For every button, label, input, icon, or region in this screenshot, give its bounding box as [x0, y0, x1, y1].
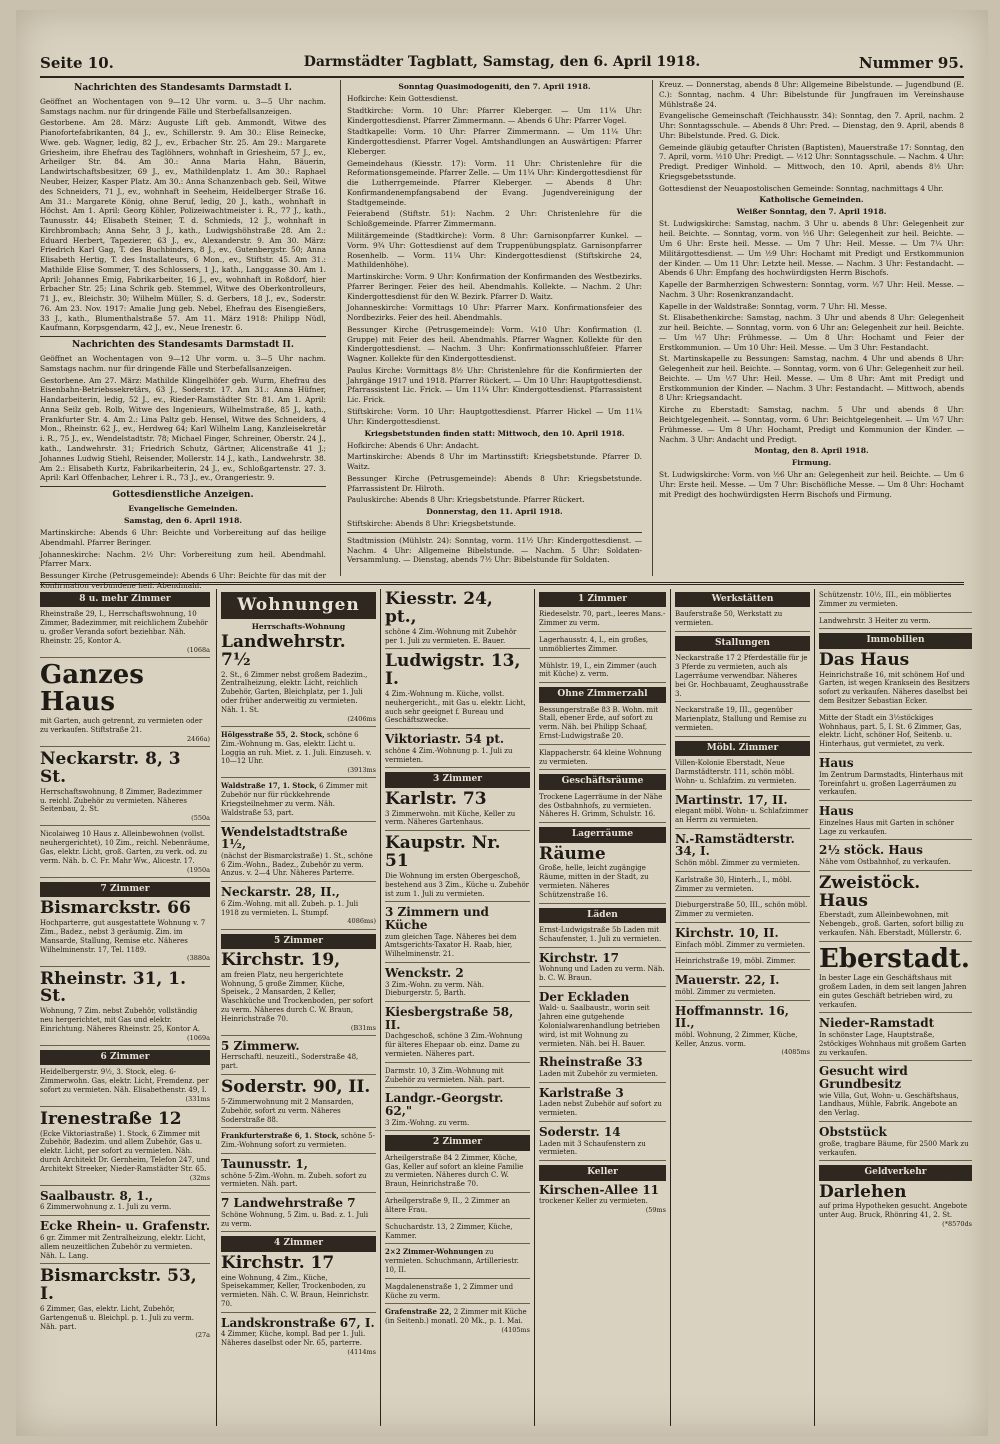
ad: Karlstraße 30, Hinterh., I., möbl. Zimmer zu vermieten. — [675, 876, 810, 898]
ad: Rheinstr. 31, 1. St. Wohnung, 7 Zim. nebst Zubehör, vollständig neu hergerichtet, mit Gas und elektr. Einrichtung. Näheres Rheinstr. 25, Kontor A. (1069a — [40, 971, 210, 1046]
ad: Martinstr. 17, II. elegant möbl. Wohn- u. Schlafzimmer an Herrn zu vermieten. — [675, 794, 810, 829]
ad: Gesucht wird Grundbesitz wie Villa, Gut, Wohn- u. Geschäftshaus, Landhaus, Mühle, Fabrik. Angebote an den Verlag. — [819, 1065, 972, 1122]
ad: Der Eckladen Wald- u. Saalbaustr., worin seit Jahren eine gutgehende Kolonialwarenhandlung betrieben wird, ist mit Wohnung zu vermieten. Näh. bei H. Bauer. — [539, 991, 666, 1053]
ad: 3 Zimmern und Küche zum gleichen Tage. Näheres bei dem Amtsgerichts-Taxator H. Raab, hier, Wilhelminenstr. 21. — [385, 906, 530, 963]
ad: Eberstadt. In bester Lage ein Geschäftshaus mit großem Laden, in dem seit langen Jahren ein gutes Geschäft betrieben wird, zu verkaufen. — [819, 946, 972, 1014]
ad: Ludwigstr. 13, I. 4 Zim.-Wohnung m. Küche, vollst. neuhergericht., mit Gas u. elektr. Licht, auch sehr geeignet f. Bureau und Geschäftszwecke. — [385, 653, 530, 729]
paragraph: Stadtkapelle: Vorm. 10 Uhr: Pfarrer Zimmermann. — Um 11¼ Uhr: Kindergottesdienst. Pfarrer Vogel. Amtshandlungen an Auswärtigen: Pfarrer Kleberger. — [347, 127, 642, 156]
paragraph: Johanneskirche: Nachm. 2½ Uhr: Vorbereitung zum heil. Abendmahl. Pfarrer Marx. — [40, 549, 326, 569]
ad: Wenckstr. 2 3 Zim.-Wohn. zu verm. Näh. Dieburgerstr. 5, Barth. — [385, 967, 530, 1002]
paragraph: Bessunger Kirche (Petrusgemeinde): Abends 8 Uhr: Kriegsbetstunde. Pfarrassistent Dr. Hilroth. — [347, 473, 642, 493]
ad: Landskronstraße 67, I. 4 Zimmer, Küche, kompl. Bad per 1. Juli. Näheres daselbst oder Nr. 65, parterre. (4114ms — [221, 1315, 376, 1357]
ad: Hoffmannstr. 16, II., möbl. Wohnung, 2 Zimmer, Küche, Keller, Anzus. vorm. (4085ms — [675, 1003, 810, 1057]
ad: Viktoriastr. 54 pt. schöne 4 Zim.-Wohnung p. 1. Juli zu vermieten. — [385, 733, 530, 768]
ad: Landwehrstr. 3 Heiter zu verm. — [819, 617, 972, 630]
ad: Kirchstr. 17 eine Wohnung, 4 Zim., Küche, Speisekammer, Keller, Trockenboden, zu vermieten. Näh. C. W. Braun, Heinrichstr. 70. — [221, 1255, 376, 1313]
section-subtitle: Samstag, den 6. April 1918. — [123, 515, 242, 525]
ad: Ecke Rhein- u. Grafenstr. 6 gr. Zimmer mit Zentralheizung, elektr. Licht, allem neuzeitlichen Zubehör zu vermieten. Näh. L. Lang. — [40, 1220, 210, 1264]
ad: Mitte der Stadt ein 3½stöckiges Wohnhaus, part. 5, I. St. 6 Zimmer, Gas, elektr. Licht, schöner Hof, Seitenb. u. Hinterhaus, gut vermietet, zu verk. — [819, 714, 972, 753]
paragraph: Gottesdienst der Neuapostolischen Gemeinde: Sonntag, nachmittags 4 Uhr. — [659, 183, 944, 193]
ad: Neckarstr. 28, II., 6 Zim.-Wohng. mit all. Zubeh. p. 1. Juli 1918 zu vermieten. L. Stumpf. 4086ms) — [221, 886, 376, 929]
ad: Obststück große, tragbare Bäume, für 2500 Mark zu verkaufen. — [819, 1126, 972, 1161]
ad: Haus Einzelnes Haus mit Garten in schöner Lage zu verkaufen. — [819, 805, 972, 840]
ads-column-1 — [40, 589, 210, 1426]
ad: Kirchstr. 17 Wohnung und Laden zu verm. Näh. b. C. W. Braun. — [539, 952, 666, 987]
paragraph: St. Ludwigskirche: Samstag, nachm. 3 Uhr u. abends 8 Uhr: Gelegenheit zur heil. Beichte. — Sonntag, vorm. von ½6 Uhr: Gelegenheit zur heil. Beichte. — Um 6 Uhr: Erste heil. Messe. — Um 7 Uhr: Heil. Messe. — Um 7¼ Uhr: Militärgottesdienst. — Um ½9 Uhr: Hochamt mit Predigt und Erstkommunion der Kinder. — Um 11 Uhr: Letzte heil. Messe. — Nachm. 3 Uhr: Festandacht. — Abends 6 Uhr: Empfang des hochwürdigsten Herrn Bischofs. — [659, 219, 964, 278]
ad: Soderstr. 14 Laden mit 3 Schaufenstern zu vermieten. — [539, 1126, 666, 1161]
paragraph: Geöffnet an Wochentagen von 9—12 Uhr vorm. u. 3—5 Uhr nachm. Samstags nachm. nur für dringende Fälle und Sterbefallsanzeigen. — [40, 354, 326, 373]
ad: Zweistöck. Haus Eberstadt, zum Alleinbewohnen, mit Nebengeb., groß. Garten, sofort billig zu verkaufen. Näh. Eberstadt, Müllerstr. 6. — [819, 875, 972, 942]
paragraph: Stadtkirche: Vorm. 10 Uhr: Pfarrer Kleberger. — Um 11¼ Uhr: Kindergottesdienst. Pfarrer Zimmermann. — Abends 6 Uhr: Pfarrer Vogel. — [347, 105, 642, 125]
paragraph: Bessunger Kirche (Petrusgemeinde): Abends 6 Uhr: Beichte für das mit der Konfirmation verbundene heil. Abendmahl. — [40, 571, 326, 590]
ad: Irenestraße 12 (Ecke Viktoriastraße) 1. Stock, 6 Zimmer mit Zubehör, Badezim. und allem Zubehör, Gas u. elektr. Licht, per sofort zu vermieten. Näh. durch Architekt Dr. Gernheim, Telefon 247, und Architekt Streeker, Nieder-Ramstädter Str. 65. (32ms — [40, 1111, 210, 1186]
paragraph: Geöffnet an Wochentagen von 9—12 Uhr vorm. u. 3—5 Uhr nachm. Samstags nachm. nur für dringende Fälle und Sterbefallsanzeigen. — [40, 96, 326, 116]
category-bar: Möbl. Zimmer — [675, 741, 810, 756]
ad: Karlstr. 73 3 Zimmerwohn. mit Küche, Keller zu verm. Näheres Gartenhaus. — [385, 791, 530, 831]
ad: Neckarstraße 19, III., gegenüber Marienplatz, Stallung und Remise zu vermieten. — [675, 706, 810, 736]
ad: Kiesstr. 24, pt., schöne 4 Zim.-Wohnung mit Zubehör per 1. Juli zu vermieten. E. Bauer. — [385, 591, 530, 649]
ad: Bessungerstraße 83 B. Wohn. mit Stall, ebener Erde, auf sofort zu verm. Näh. bei Philipp Schaaf, Ernst-Ludwigstraße 20. — [539, 706, 666, 745]
page-number: Seite 10. — [40, 54, 114, 72]
ads-column-6 — [814, 589, 972, 1426]
ad: Arheilgerstraße 84 2 Zimmer, Küche, Gas, Keller auf sofort an kleine Familie zu vermieten. Näheres durch C. W. Braun, Heinrichstraße 70. — [385, 1154, 530, 1193]
paragraph: St. Elisabethenkirche: Samstag, nachm. 3 Uhr und abends 8 Uhr: Gelegenheit zur heil. Beichte. — Sonntag, vorm. von 6 Uhr an: Gelegenheit zur heil. Beichte. — Um ½7 Uhr: Frühmesse. — Um 8 Uhr: Hochamt und Feier der Erstkommunion. — Um 10 Uhr: Heil. Messe. — Um 3 Uhr: Festandacht. — [659, 313, 964, 352]
paragraph: Kapelle in der Waldstraße: Sonntag, vorm. 7 Uhr: Hl. Messe. — [659, 301, 888, 311]
ad: Taunusstr. 1, schöne 5-Zim.-Wohn. m. Zubeh. sofort zu vermieten. Näh. part. — [221, 1158, 376, 1193]
ad: Das Haus Heinrichstraße 16, mit schönem Hof und Garten, ist wegen Kranksein des Besitzers sofort zu verkaufen. Näheres daselbst bei dem Besitzer Sebastian Ecker. — [819, 652, 972, 710]
ad: Rheinstraße 33 Laden mit Zubehör zu vermieten. — [539, 1056, 666, 1082]
category-bar: 4 Zimmer — [221, 1236, 376, 1251]
category-bar: 5 Zimmer — [221, 934, 376, 949]
ad: Trockene Lagerräume in der Nähe des Ostbahnhofs, zu vermieten. Näheres H. Grimm, Schulstr. 16. — [539, 793, 666, 823]
ad: Dieburgerstraße 50, III., schön möbl. Zimmer zu vermieten. — [675, 901, 810, 923]
ad: Kiesbergstraße 58, II. Dachgeschoß, schöne 3 Zim.-Wohnung für älteres Ehepaar ob. einz. Dame zu vermieten. Näheres part. — [385, 1006, 530, 1063]
ad: Schuchardstr. 13, 2 Zimmer, Küche, Kammer. — [385, 1223, 530, 1245]
ad: Nicolaiweg 10 Haus z. Alleinbewohnen (vollst. neuhergerichtet), 10 Zim., reichl. Nebenräume, Gas, elektr. Licht, groß. Garten, zu verk. od. zu verm. Näh. b. C. Fr. Mahr Ww., Alicestr. 17. (1950a — [40, 830, 210, 877]
paragraph: Johanneskirche: Vormittags 10 Uhr: Pfarrer Marx. Konfirmationsfeier des Nordbezirks. Feier des heil. Abendmahls. — [347, 303, 642, 323]
paragraph: Martinskirche: Abends 6 Uhr: Beichte und Vorbereitung auf das heilige Abendmahl. Pfarrer Beringer. — [40, 527, 326, 547]
notices-section — [40, 80, 964, 590]
section-subtitle: Weißer Sonntag, den 7. April 1918. — [736, 207, 887, 217]
paragraph: Stadtmission (Mühlstr. 24): Sonntag, vorm. 11½ Uhr: Kindergottesdienst. — Nachm. 4 Uhr: Allgemeine Bibelstunde. — Nachm. 5 Uhr: Soldaten-Versammlung. — Dienstag, abends 7½ Uhr: Bibelstunde für Soldaten. — [347, 535, 642, 565]
ad: Bauferstraße 50, Werkstatt zu vermieten. — [675, 610, 810, 632]
ad: 2½ stöck. Haus Nähe vom Ostbahnhof, zu verkaufen. — [819, 844, 972, 870]
paragraph: Militärgemeinde (Stadtkirche): Vorm. 8 Uhr: Garnisonpfarrer Kunkel. — Vorm. 9¾ Uhr: Gottesdienst auf dem Truppenübungsplatz. Garnisonpfarrer Rosenhelb. — Vorm. 11¼ Uhr: Kindergottesdienst (Stiftskirche 24, Mathildenhöhe). — [347, 230, 642, 270]
ad: Grafenstraße 22, 2 Zimmer mit Küche (in Seitenb.) monatl. 20 Mk., p. 1. Mai. (4105ms — [385, 1307, 530, 1334]
ad: Kirschen-Allee 11 trockener Keller zu vermieten. (59ms — [539, 1182, 666, 1214]
ad: Heinrichstraße 19, möbl. Zimmer. — [675, 957, 810, 970]
newspaper-page — [16, 10, 988, 1436]
paragraph: Kreuz. — Donnerstag, abends 8 Uhr: Allgemeine Bibelstunde. — Jugendbund (E. C.): Sonntag, nachm. 4 Uhr: Bibelstunde für Jungfrauen im Vereinshause Mühlstraße 24. — [659, 80, 964, 109]
ad: Herrschafts-Wohnung Landwehrstr. 7½ 2. St., 6 Zimmer nebst großem Badezim., Zentralheizung, elektr. Licht, reichlich Zubehör, Garten, Bleichplatz, per 1. Juli oder früher anderweitig zu vermieten. Näh. 1. St. (2406ms — [221, 622, 376, 727]
ad: Darmstr. 10, 3 Zim.-Wohnung mit Zubehör zu vermieten. Näh. part. — [385, 1067, 530, 1089]
category-bar: 8 u. mehr Zimmer — [40, 592, 210, 607]
paragraph: Evangelische Gemeinschaft (Teichhausstr. 34): Sonntag, den 7. April, nachm. 2 Uhr: Sonntagsschule. — Abends 8 Uhr: Pred. — Dienstag, den 9. April, abends 8 Uhr: Bibelstunde. Pred. G. Dick. — [659, 111, 964, 140]
category-bar: Keller — [539, 1165, 666, 1180]
category-bar: Immobilien — [819, 633, 972, 648]
ad: Rheinstraße 29, I., Herrschaftswohnung, 10 Zimmer, Badezimmer, mit reichlichem Zubehör u. großer Veranda sofort beziehbar. Näh. Rheinstr. 25, Kontor A. (1068a — [40, 610, 210, 657]
ads-column-4 — [534, 589, 666, 1426]
column-civil-registry — [40, 80, 326, 590]
category-bar: Stallungen — [675, 636, 810, 651]
paragraph: St. Ludwigskirche: Vorm. von ½6 Uhr an: Gelegenheit zur heil. Beichte. — Um 6 Uhr: Erste heil. Messe. — Um 7 Uhr: Bischöfliche Messe. — Um 8 Uhr: Hochamt mit Predigt des hochwürdigsten Herrn Bischofs und Firmung. — [659, 470, 964, 499]
paragraph: Hofkirche: Abends 6 Uhr: Andacht. — [347, 440, 480, 450]
paragraph: Paulus Kirche: Vormittags 8½ Uhr: Christenlehre für die Konfirmierten der Jahrgänge 1917 und 1918. Pfarrer Rückert. — Um 10 Uhr: Hauptgottesdienst. Pfarrassistent Lic. Frick. — Um 11¼ Uhr: Kindergottesdienst. Pfarrassistent Lic. Frick. — [347, 365, 642, 405]
ad: Räume Große, helle, leicht zugängige Räume, mitten in der Stadt, zu vermieten. Näheres Schützenstraße 16. — [539, 846, 666, 904]
section-title: Nachrichten des Standesamts Darmstadt I. — [74, 83, 292, 93]
section-subtitle: Donnerstag, den 11. April 1918. — [426, 507, 563, 517]
ad: Neckarstraße 17 2 Pferdeställe für je 3 Pferde zu vermieten, auch als Lagerräume verwendbar. Näheres bei Gr. Hochbauamt, Zeughausstraße 3. — [675, 654, 810, 702]
ad: Soderstr. 90, II. 5-Zimmerwohnung mit 2 Mansarden, Zubehör, sofort zu verm. Näheres Soderstraße 88. — [221, 1079, 376, 1128]
category-bar: Werkstätten — [675, 592, 810, 607]
classified-ads — [40, 582, 972, 1426]
paragraph: Stiftskirche: Vorm. 10 Uhr: Hauptgottesdienst. Pfarrer Hickel — Um 11¼ Uhr: Kindergottesdienst. — [347, 406, 642, 426]
ad: Karlstraße 3 Laden nebst Zubehör auf sofort zu vermieten. — [539, 1087, 666, 1122]
paragraph: Kirche zu Eberstadt: Samstag, nachm. 5 Uhr und abends 8 Uhr: Beichtgelegenheit. — Sonntag, vorm. 6 Uhr: Beichtgelegenheit. — Um ½7 Uhr: Frühmesse. — Um 8 Uhr: Hochamt, Predigt und Kommunion der Kinder. — Nachm. 3 Uhr: Andacht und Predigt. — [659, 405, 964, 444]
ad: Wendelstadtstraße 1½, (nächst der Bismarckstraße) 1. St., schöne 6 Zim.-Wohn., Badez., Zubehör zu verm. Anzus. v. 2—4 Uhr. Näheres Parterre. — [221, 826, 376, 883]
paragraph: Gestorbene. Am 28. März: Auguste Lift geb. Ammondt, Witwe des Pianofortefabrikanten, 84 J., ev., Schillerstr. 9. Am 30.: Elise Reinecke, Wwe. geb. Wagner, ledig, 82 J., ev., Erbacher Str. 25. Am 29.: Margarete Griesheim, ihre Ehefrau des Taglöhners, wohnhaft in Griesheim, 57 J., ev., Arheilger Str. 84. Am 30.: Anna Maria Hahn, Bäuerin, Landwirtschaftsbesitzer, 69 J., ev., Mathildenplatz 1. Am 30.: Raphael Neuber, Heizer, Kasper Platz. Am 30.: Anna Schanzenbach geb. Seil, Witwe des Schneiders, 71 J., ev., wohnhaft in Seeheim, Heidelberger Straße 16. Am 31.: Margarete König, ohne Beruf, ledig, 20 J., kath., wohnhaft in Höchst. Am 1. April: Georg Köhler, Polizeiwachtmeister i. R., 77 J., kath., Taunusstr. 44; Elisabeth Steiner, T. d. Schmieds, 12 J., wohnhaft in Kirchbrombach; Anna Sehr, 3 J., kath., Ludwigshöhstraße 28. Am 2.: Eduard Herbert, Tapezierer, 63 J., ev., Alexanderstr. 9. Am 30. März: Friedrich Karl Gag, T. des Buchbinders, 8 J., ev., Gutenbergstr. 50; Anna Elisabeth Hertig, T. des Installateurs, 6 Mon., ev., Stiftstr. 45. Am 31.: Mathilde Elise Sommer, T. des Schlossers, 1 J., kath., Langgasse 30. Am 1. April: Johannes Emig, Fabrikarbeiter, 16 J., ev., wohnhaft in Roßdorf, hier Erbacher Str. 25; Lina Schrik geb. Stemmel, Witwe des Oberkontrolleurs, 71 J., ev., Bleichstr. 30; Wilhelm Müller, S. d. Gerbers, 18 J., ev., Soderstr. 76. Am 23. Nov. 1917: Amalie Jung geb. Nebel, Ehefrau des Eisengießers, 33 J., kath., Blumenthalstraße 57. Am 11. März 1918: Philipp Nüdl, Kaufmann, Korpsgendarm, 42 J., ev., Neue Irenestr. 6. — [40, 118, 326, 333]
issue-number: Nummer 95. — [858, 54, 964, 72]
paragraph: Martinskirche: Abends 8 Uhr im Martinsstift: Kriegsbetstunde. Pfarrer D. Waitz. — [347, 452, 642, 472]
ad: Ernst-Ludwigstraße 5b Laden mit Schaufenster, 1. Juli zu vermieten. — [539, 926, 666, 948]
paragraph: Feierabend (Stiftstr. 51): Nachm. 2 Uhr: Christenlehre für die Schloßgemeinde. Pfarrer Zimmermann. — [347, 209, 642, 229]
paragraph: Gestorbene. Am 27. März: Mathilde Klingelhöfer geb. Wurm, Ehefrau des Eisenbahn-Betriebssekretärs, 63 J., Soderstr. 17. Am 31.: Anna Hüfner, Handarbeiterin, ledig, 52 J., ev., Rieder-Ramstädter Str. 81. Am 1. April: Anna Seilz geb. Rolb, Witwe des Ingenieurs, Wilhelmstraße, 85 J., kath., Frankfurter Str. 4. Am 2.: Lina Paltz geb. Hensel, Witwe des Schneiders, 4 Mon., Rheinstr. 62 J., ev., Herdweg 64; Karl Wilhelm Lang, Kanzleisekretär i. R., 75 J., ev., Wendelstadtstr. 78; Michael Finger, Schreiner, Oberstr. 24 J., kath., Landwehrstr. 31; Friedrich Schutz, Gärtner, Alicenstraße 41 J.; Johannes Ludwig Stiehl, Reisender, Mollerstr. 14 J., kath., Landwehrstr. 38. Am 2.: Elisabeth Kurtz, Fabrikarbeiterin, 24 J., ev., Schloßgartenstr. 27. 3. April: Karl Offenbacher, Lehrer i. R., 73 J., ev., Orangeriestr. 9. — [40, 375, 326, 483]
ad: Mühlstr. 19, I., ein Zimmer (auch mit Küche) z. verm. — [539, 662, 666, 684]
ads-column-5 — [670, 589, 810, 1426]
ad: Arheilgerstraße 9, II., 2 Zimmer an ältere Frau. — [385, 1197, 530, 1219]
ad: Kaupstr. Nr. 51 Die Wohnung im ersten Obergeschoß, bestehend aus 3 Zim., Küche u. Zubehör ist zum 1. Juli zu vermieten. — [385, 835, 530, 902]
paragraph: Gemeinde gläubig getaufter Christen (Baptisten), Mauerstraße 17: Sonntag, den 7. April, vorm. ½10 Uhr: Predigt. — ½12 Uhr: Sonntagsschule. — Nachm. 4 Uhr: Predigt. Prediger Winhold. — Mittwoch, den 10. April, abends 8½ Uhr: Kriegsgebetsstunde. — [659, 142, 964, 181]
category-bar: 6 Zimmer — [40, 1050, 210, 1065]
ad: Saalbaustr. 8, 1., 6 Zimmerwohnung z. 1. Juli zu verm. — [40, 1190, 210, 1216]
ad: Riedeselstr. 70, part., leeres Mans.-Zimmer zu verm. — [539, 610, 666, 632]
category-bar: 7 Zimmer — [40, 882, 210, 897]
paragraph: Gemeindehaus (Kiesstr. 17): Vorm. 11 Uhr: Christenlehre für die Reformationsgemeinde. Pfarrer Zelle. — Um 11¼ Uhr: Kindergottesdienst für die Lutherrgemeinde. Pfarrer Kleberger. — Abends 8 Uhr: Konfirmandenempfangsabend der Evang. Jugendvereinigung der Stadtgemeinde. — [347, 158, 642, 207]
section-subtitle: Montag, den 8. April 1918. — [754, 446, 869, 456]
paragraph: Martinskirche: Vorm. 9 Uhr: Konfirmation der Konfirmanden des Westbezirks. Pfarrer Beringer. Feier des heil. Abendmahls. Kollekte. — Nachm. 2 Uhr: Kindergottesdienst für den W. Bezirk. Pfarrer D. Waitz. — [347, 272, 642, 301]
ad: Kirchstr. 19, am freien Platz, neu hergerichtete Wohnung, 5 große Zimmer, Küche, Speisek., 2 Mansarden, 2 Keller, Waschküche und Trockenboden, per sofort zu verm. Näheres durch C. W. Braun, Heinrichstraße 70. (B31ms — [221, 952, 376, 1036]
ad: Ganzes Haus mit Garten, auch getrennt, zu vermieten oder zu verkaufen. Stiftstraße 21. 2466a) — [40, 662, 210, 747]
ad: Schützenstr. 10½, III., ein möbliertes Zimmer zu vermieten. — [819, 591, 972, 613]
ad: Landgr.-Georgstr. 62," 3 Zim.-Wohng. zu verm. — [385, 1092, 530, 1131]
divider — [347, 532, 642, 533]
ad: Villen-Kolonie Eberstadt, Neue Darmstädterstr. 111, schön möbl. Wohn- u. Schlafzim. zu vermieten. — [675, 759, 810, 789]
section-subtitle: Katholische Gemeinden. — [759, 195, 864, 205]
divider — [40, 336, 326, 337]
ad: Kirchstr. 10, II. Einfach möbl. Zimmer zu vermieten. — [675, 927, 810, 953]
category-bar: Geschäftsräume — [539, 774, 666, 789]
category-bar: Wohnungen — [221, 592, 376, 619]
section-subtitle: Kriegsbetstunden finden statt: Mittwoch, den 10. April 1918. — [364, 428, 625, 438]
category-bar: 2 Zimmer — [385, 1135, 530, 1150]
ad: Klappacherstr. 64 kleine Wohnung zu vermieten. — [539, 749, 666, 771]
section-subtitle: Firmung. — [791, 458, 832, 468]
ad: Neckarstr. 8, 3 St. Herrschaftswohnung, 8 Zimmer, Badezimmer u. reichl. Zubehör zu vermieten. Näheres Seitenbau, 2. St. (550a — [40, 751, 210, 826]
ad: Magdalenenstraße 1, 2 Zimmer und Küche zu verm. — [385, 1283, 530, 1305]
column-services — [340, 80, 642, 576]
paragraph: Bessunger Kirche (Petrusgemeinde): Vorm. ¼10 Uhr: Konfirmation (I. Gruppe) mit Feier des heil. Abendmahls. Pfarrer Wagner. Kollekte für den Kindergottesdienst. — Nachm. 3 Uhr: Konfirmationsschlußfeier. Pfarrer Wagner. Kollekte für den Kindergottesdienst. — [347, 324, 642, 364]
ad: Lagerhausstr. 4, I., ein großes, unmöbliertes Zimmer. — [539, 636, 666, 658]
section-title: Gottesdienstliche Anzeigen. — [112, 490, 254, 501]
page-header — [40, 46, 964, 78]
ads-column-2 — [216, 589, 376, 1426]
column-catholic — [652, 80, 964, 576]
category-bar: Läden — [539, 908, 666, 923]
masthead: Darmstädter Tagblatt, Samstag, den 6. April 1918. — [303, 54, 701, 70]
paragraph: St. Martinskapelle zu Bessungen: Samstag, nachm. 4 Uhr und abends 8 Uhr: Gelegenheit zur heil. Beichte. — Sonntag, vorm. von 6 Uhr: Gelegenheit zur heil. Beichte. — Um ½7 Uhr: Heil. Messe. — Um 8 Uhr: Amt mit Predigt und Erstkommunion der Kinder. — Nachm. 3 Uhr: Festandacht. — Mittwoch, abends 8 Uhr: Kriegsandacht. — [659, 354, 964, 403]
category-bar: Ohne Zimmerzahl — [539, 687, 666, 702]
ad: Haus Im Zentrum Darmstadts, Hinterhaus mit Toreinfahrt u. großen Lagerräumen zu verkaufen. — [819, 757, 972, 801]
ad: Bismarckstr. 66 Hochparterre, gut ausgestattete Wohnung v. 7 Zim., Badez., nebst 3 geräumig. Zim. im Mansarde, Stallung, Remise etc. Näheres Wilhelminenstr. 17, Tel. 1189. (3880a — [40, 900, 210, 966]
section-subtitle: Sonntag Quasimodogeniti, den 7. April 1918. — [398, 82, 591, 91]
section-subtitle: Evangelische Gemeinden. — [128, 503, 238, 513]
divider — [40, 486, 326, 487]
ad: Heidelbergerstr. 9½, 3. Stock, eleg. 6-Zimmerwohn. Gas, elektr. Licht, Fremdenz. per sofort zu vermieten. Näh. Elisabethenstr. 49, I. (331ms — [40, 1068, 210, 1107]
ad: 7 Landwehrstraße 7 Schöne Wohnung, 5 Zim. u. Bad. z. 1. Juli zu verm. — [221, 1197, 376, 1232]
ad: 5 Zimmerw. Herrschaftl. neuzeitl., Soderstraße 48, part. — [221, 1040, 376, 1075]
ad: Nieder-Ramstadt In schönster Lage, Hauptstraße, 2stöckiges Wohnhaus mit großem Garten zu verkaufen. — [819, 1017, 972, 1061]
category-bar: 1 Zimmer — [539, 592, 666, 607]
ad: Darlehen auf prima Hypotheken gesucht. Angebote unter Aug. Bruck, Rhönring 41, 2. St. (*8570ds — [819, 1181, 972, 1229]
ad: 2×2 Zimmer-Wohnungen zu vermieten. Schuchmann, Artilleriestr. 10, II. — [385, 1248, 530, 1278]
category-bar: 3 Zimmer — [385, 772, 530, 787]
ads-column-3 — [380, 589, 530, 1426]
category-bar: Lagerräume — [539, 827, 666, 842]
ad: Frankfurterstraße 6, 1. Stock, schöne 5-Zim.-Wohnung sofort zu vermieten. — [221, 1132, 376, 1154]
ad: Waldstraße 17, 1. Stock, 6 Zimmer mit Zubehör nur für rückkehrende Kriegsteilnehmer zu verm. Näh. Waldstraße 53, part. — [221, 782, 376, 821]
ad: N.-Ramstädterstr. 34, I. Schön möbl. Zimmer zu vermieten. — [675, 833, 810, 872]
paragraph: Hofkirche: Kein Gottesdienst. — [347, 94, 459, 104]
paragraph: Kapelle der Barmherzigen Schwestern: Sonntag, vorm. ½7 Uhr: Heil. Messe. — Nachm. 3 Uhr: Rosenkranzandacht. — [659, 280, 964, 299]
section-title: Nachrichten des Standesamts Darmstadt II. — [72, 340, 294, 351]
paragraph: Stiftskirche: Abends 8 Uhr: Kriegsbetstunde. — [347, 519, 516, 529]
ad: Bismarckstr. 53, I. 6 Zimmer, Gas, elektr. Licht, Zubehör, Gartengenuß u. Bleichpl. p. 1. Juli zu verm. Näh. part. (27a — [40, 1266, 210, 1340]
paragraph: Pauluskirche: Abends 8 Uhr: Kriegsbetstunde. Pfarrer Rückert. — [347, 495, 585, 505]
category-bar: Geldverkehr — [819, 1165, 972, 1180]
ad: Hölgesstraße 55, 2. Stock, schöne 6 Zim.-Wohnung m. Gas, elektr. Licht u. Loggia an ruh. Miet. z. 1. Juli. Einzuseh. v. 10—12 Uhr. (3913ms — [221, 731, 376, 778]
ad: Mauerstr. 22, I. möbl. Zimmer zu vermieten. — [675, 974, 810, 1000]
